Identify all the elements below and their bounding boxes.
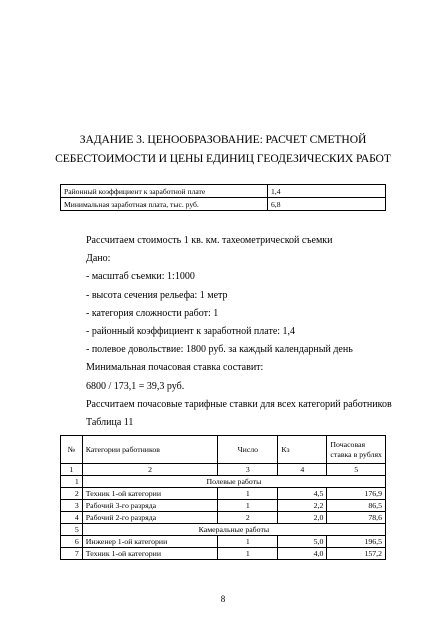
table-row [61, 512, 386, 524]
row-kz: 5,0 [278, 536, 327, 548]
param-value: 6,8 [268, 198, 386, 211]
row-rate: 86,5 [327, 500, 386, 512]
row-count: 1 [218, 548, 278, 560]
header-kz: Кз [278, 436, 327, 464]
section-label: Камеральные работы [82, 524, 385, 536]
table-row [61, 185, 386, 198]
row-num: 6 [61, 536, 83, 548]
section-row [61, 476, 386, 488]
table-row [61, 488, 386, 500]
body-line: Рассчитаем почасовые тарифные ставки для всех категорий работников [86, 398, 392, 410]
section-row [61, 524, 386, 536]
body-line: - категория сложности работ: 1 [86, 307, 219, 319]
page-number: 8 [220, 594, 226, 604]
row-num: 5 [61, 524, 83, 536]
header-num: № [61, 436, 83, 464]
row-num: 3 [61, 500, 83, 512]
body-line: 6800 / 173,1 = 39,3 руб. [86, 380, 185, 392]
row-rate: 157,2 [327, 548, 386, 560]
parameters-table [60, 184, 386, 211]
header-rate-line-1: Почасовая [330, 439, 366, 449]
header-rate [327, 436, 386, 464]
rates-table [60, 435, 386, 560]
row-name: Техник 1-ой категории [82, 488, 218, 500]
row-kz: 2,0 [278, 512, 327, 524]
row-rate: 196,5 [327, 536, 386, 548]
row-num: 1 [61, 476, 83, 488]
body-line: Рассчитаем стоимость 1 кв. км. тахеометрической съемки [86, 235, 333, 246]
row-name: Рабочий 3-го разряда [82, 500, 218, 512]
row-count: 2 [218, 512, 278, 524]
row-name: Инженер 1-ой категории [82, 536, 218, 548]
header-count: Число [218, 436, 278, 464]
body-line: - высота сечения рельефа: 1 метр [86, 289, 228, 301]
table-row [61, 500, 386, 512]
col-number: 1 [61, 464, 83, 476]
table-row [61, 536, 386, 548]
body-line: Дано: [86, 253, 111, 265]
row-kz: 4,5 [278, 488, 327, 500]
body-line: - масштаб съемки: 1:1000 [86, 271, 195, 283]
row-kz: 2,2 [278, 500, 327, 512]
table-caption: Таблица 11 [86, 417, 134, 429]
col-number: 5 [327, 464, 386, 476]
row-count: 1 [218, 536, 278, 548]
row-rate: 176,9 [327, 488, 386, 500]
param-label: Районный коэффициент к заработной плате [61, 185, 268, 198]
body-line: - полевое довольствие: 1800 руб. за каждый календарный день [86, 344, 353, 356]
col-number: 3 [218, 464, 278, 476]
section-label: Полевые работы [82, 476, 385, 488]
param-label: Минимальная заработная плата, тыс. руб. [61, 198, 268, 211]
body-text [86, 232, 392, 432]
param-value: 1,4 [268, 185, 386, 198]
row-num: 2 [61, 488, 83, 500]
table-row [61, 548, 386, 560]
row-num: 4 [61, 512, 83, 524]
header-category: Категории работников [82, 436, 218, 464]
row-count: 1 [218, 500, 278, 512]
body-line: - районный коэффициент к заработной плате: 1,4 [86, 326, 296, 338]
row-name: Рабочий 2-го разряда [82, 512, 218, 524]
row-rate: 78,6 [327, 512, 386, 524]
table-header-row [61, 436, 386, 464]
row-name: Техник 1-ой категории [82, 548, 218, 560]
column-number-row [61, 464, 386, 476]
col-number: 4 [278, 464, 327, 476]
row-kz: 4,0 [278, 548, 327, 560]
title-line-2: СЕБЕСТОИМОСТИ И ЦЕНЫ ЕДИНИЦ ГЕОДЕЗИЧЕСКИХ РАБОТ [55, 152, 391, 165]
section-title [20, 130, 426, 168]
row-count: 1 [218, 488, 278, 500]
table-row [61, 198, 386, 211]
row-num: 7 [61, 548, 83, 560]
header-rate-line-2: ставка в рублях [330, 449, 382, 459]
col-number: 2 [82, 464, 218, 476]
title-line-1: ЗАДАНИЕ 3. ЦЕНООБРАЗОВАНИЕ: РАСЧЕТ СМЕТНОЙ [79, 133, 367, 146]
body-line: Минимальная почасовая ставка составит: [86, 362, 264, 374]
